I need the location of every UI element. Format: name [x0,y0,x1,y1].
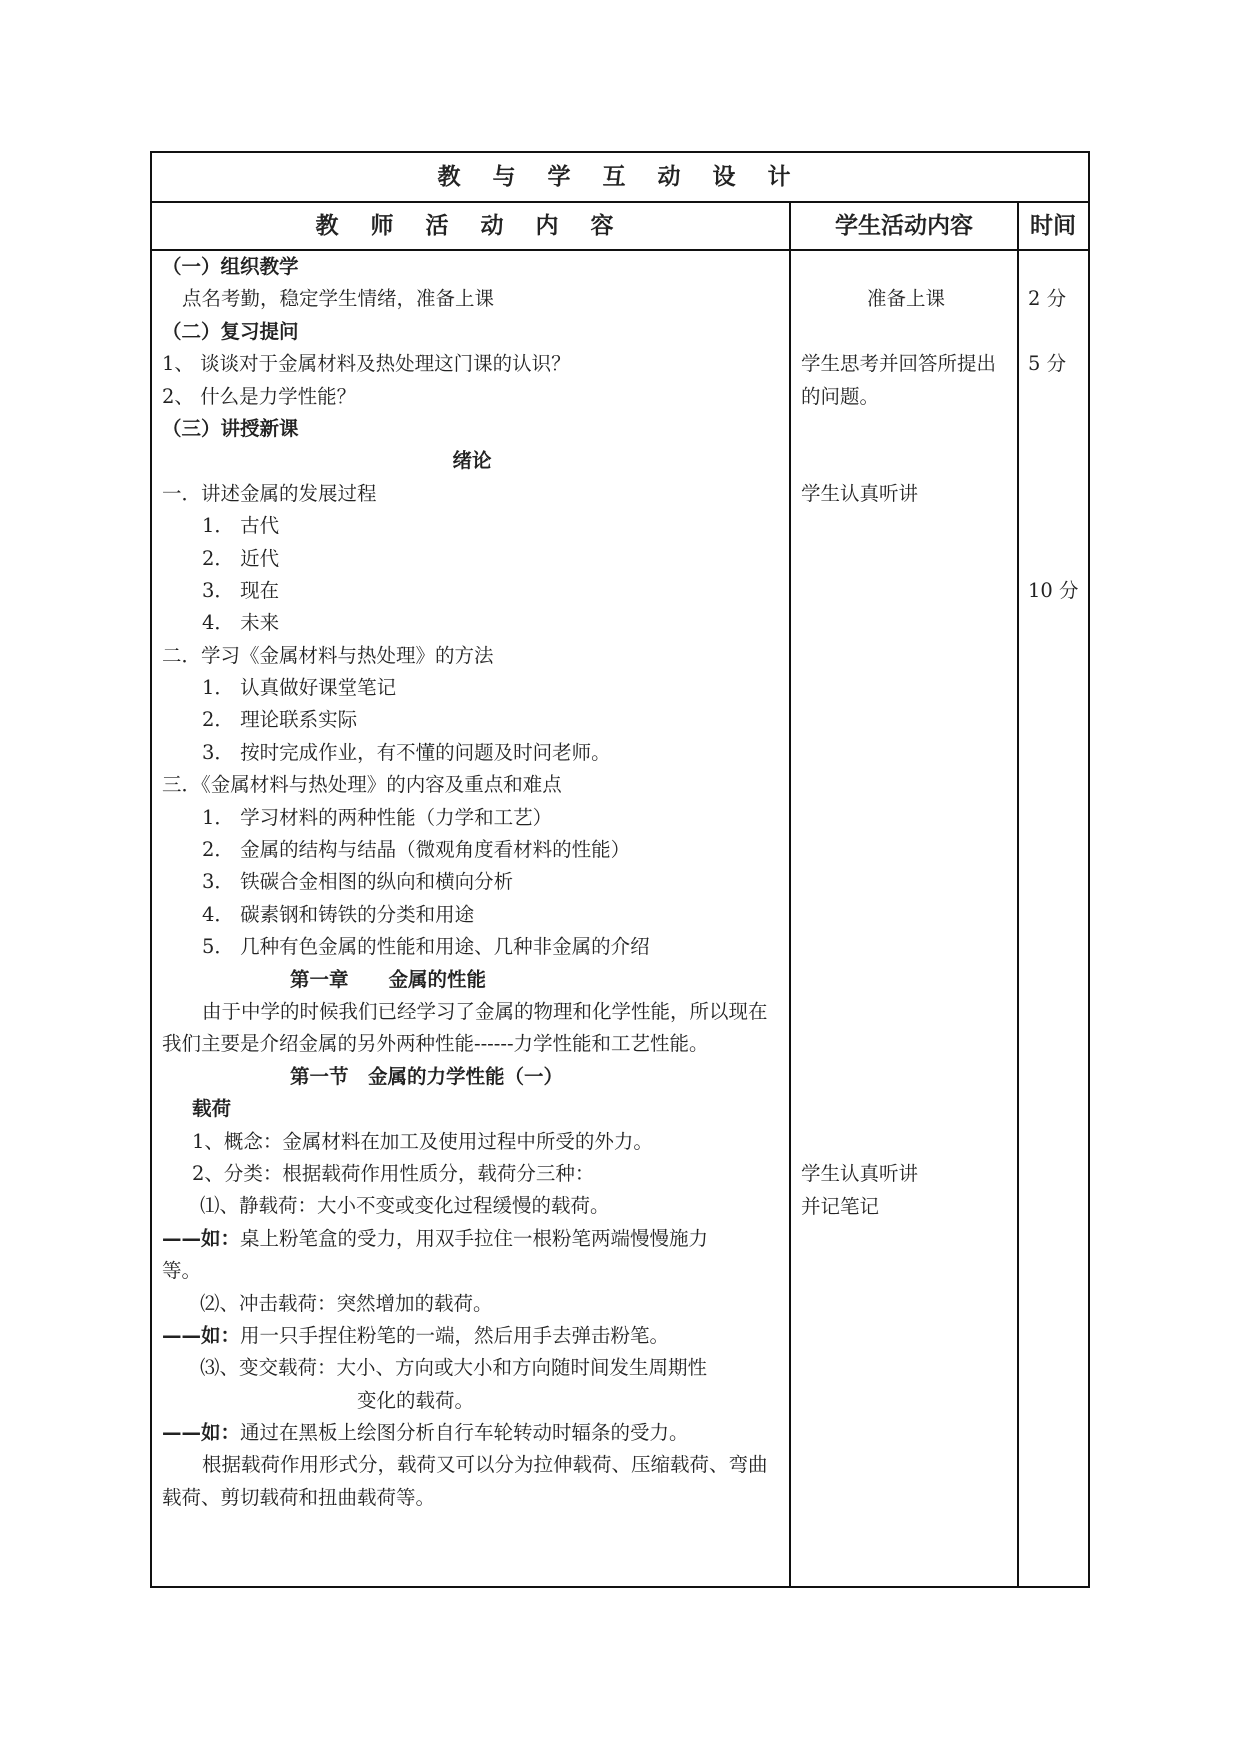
section-heading: （三）讲授新课 [162,416,299,440]
student-activity: 学生认真听讲 [801,1162,919,1186]
list-item: 3． 铁碳合金相图的纵向和横向分析 [202,870,514,894]
section-heading: （二）复习提问 [162,319,299,343]
example-prefix: ——如： [162,1421,241,1445]
list-item: ⑴、静载荷：大小不变或变化过程缓慢的载荷。 [200,1194,610,1218]
list-item: 2． 理论联系实际 [202,708,358,732]
list-item: 1． 学习材料的两种性能（力学和工艺） [202,805,553,829]
paragraph: 点名考勤，稳定学生情绪，准备上课 [182,287,495,311]
list-item: 3． 现在 [202,578,280,602]
topic-heading: 一．讲述金属的发展过程 [162,481,377,505]
chapter-number: 第一章 [290,967,349,991]
list-item: 2． 金属的结构与结晶（微观角度看材料的性能） [202,838,631,862]
student-activity: 准备上课 [866,287,945,311]
paragraph: 根据载荷作用形式分，载荷又可以分为拉伸载荷、压缩载荷、弯曲载荷、剪切载荷和扭曲载荷等。 [162,1453,768,1509]
list-item: ⑶、变交载荷：大小、方向或大小和方向随时间发生周期性 [200,1356,708,1380]
topic-heading: 二．学习《金属材料与热处理》的方法 [162,643,494,667]
section-heading: （一）组织教学 [162,255,299,278]
list-item: 2． 近代 [202,546,280,570]
list-item: 4． 未来 [202,611,280,635]
chapter-name: 金属的性能 [388,967,487,991]
list-item: 1． 古代 [202,514,280,538]
subsection-heading: 载荷 [192,1097,232,1121]
column-divider [1017,203,1019,1586]
paragraph: 由于中学的时候我们已经学习了金属的物理和化学性能，所以现在我们主要是介绍金属的另外两种性能------力学性能和工艺性能。 [162,999,768,1056]
list-item: 4． 碳素钢和铸铁的分类和用途 [202,902,475,926]
topic-heading: 三．《金属材料与热处理》的内容及重点和难点 [162,773,562,797]
question-item: 1、 谈谈对于金属材料及热处理这门课的认识？ [162,352,571,376]
example-prefix: ——如： [162,1226,241,1250]
teacher-column-header: 教 师 活 动 内 容 [315,213,626,239]
time-column-header: 时间 [1030,213,1076,239]
time-value: 10 分 [1028,579,1079,602]
teacher-activity-cell [162,251,782,1514]
time-value: 5 分 [1028,352,1067,376]
intro-title: 绪论 [452,449,492,473]
column-divider [789,203,791,1586]
chapter-title [162,964,782,996]
section-title: 第一节 金属的力学性能（一） [290,1064,564,1088]
example-line: ——如：通过在黑板上绘图分析自行车轮转动时辐条的受力。 [162,1421,689,1445]
lesson-table [150,151,1090,1588]
list-item: ⑵、冲击载荷：突然增加的载荷。 [200,1291,493,1315]
example-line: ——如：桌上粉笔盒的受力，用双手拉住一根粉笔两端慢慢施力 [162,1226,709,1250]
list-item: 3． 按时完成作业，有不懂的问题及时问老师。 [202,740,611,764]
paragraph: 1、概念：金属材料在加工及使用过程中所受的外力。 [192,1129,653,1153]
list-item: 5． 几种有色金属的性能和用途、几种非金属的介绍 [202,935,650,959]
student-activity: 学生认真听讲 [801,481,919,505]
student-activity: 并记笔记 [801,1194,880,1218]
student-column-header: 学生活动内容 [835,213,973,239]
paragraph: 2、分类：根据载荷作用性质分，载荷分三种： [192,1161,595,1185]
list-item: 1． 认真做好课堂笔记 [202,676,397,700]
question-item: 2、 什么是力学性能？ [162,384,357,408]
example-prefix: ——如： [162,1323,241,1347]
example-line: ——如：用一只手捏住粉笔的一端，然后用手去弹击粉笔。 [162,1323,670,1347]
table-title: 教 与 学 互 动 设 计 [437,164,803,190]
student-activity: 学生思考并回答所提出的问题。 [801,352,997,408]
paragraph: 等。 [162,1259,202,1283]
time-value: 2 分 [1028,287,1067,311]
paragraph: 变化的载荷。 [357,1388,475,1412]
